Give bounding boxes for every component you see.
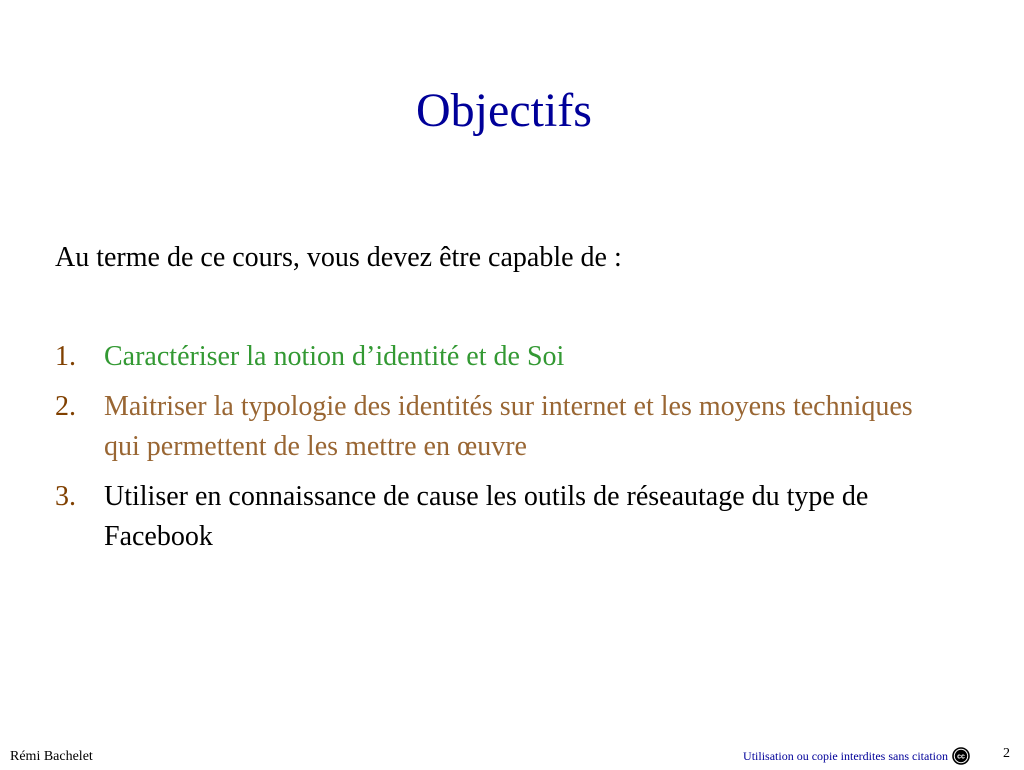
creative-commons-icon [952,747,970,765]
objective-text: Maitriser la typologie des identités sur internet et les moyens techniques qui permettent de les mettre en œuvre [104,391,913,462]
objective-text: Utiliser en connaissance de cause les outils de réseautage du type de Facebook [104,481,869,552]
copyright-notice: Utilisation ou copie interdites sans citation [743,749,948,763]
page-number: 2 [1003,746,1010,761]
objective-number: 2. [55,391,76,422]
intro-text: Au terme de ce cours, vous devez être capable de : [55,242,622,273]
svg-text:cc: cc [957,753,965,761]
objective-item [55,477,955,557]
objective-text: Caractériser la notion d’identité et de Soi [104,341,565,372]
slide-title: Objectifs [416,84,592,137]
objective-number: 1. [55,341,76,372]
objectives-list [55,337,955,557]
objective-item [55,337,955,377]
footer-author: Rémi Bachelet [10,749,93,764]
objective-item [55,387,955,467]
objective-number: 3. [55,481,76,512]
footer-notice [743,747,970,765]
